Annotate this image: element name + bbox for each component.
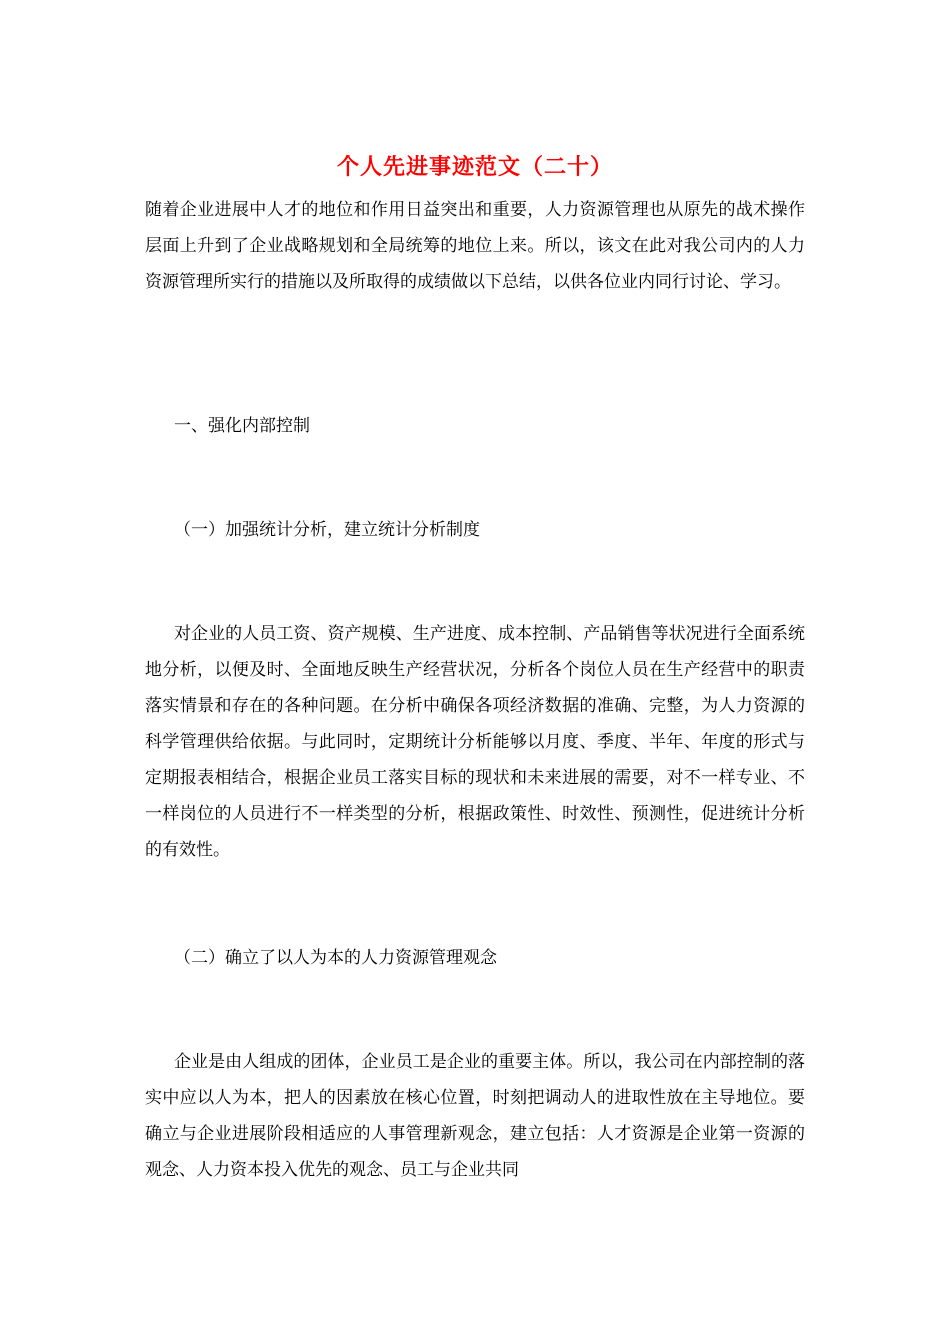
subsection-body-2: 企业是由人组成的团体，企业员工是企业的重要主体。所以，我公司在内部控制的落实中应以人为本，把人的因素放在核心位置，时刻把调动人的进取性放在主导地位。要确立与企业进展阶段相适应的人事管理新观念，建立包括：人才资源是企业第一资源的观念、人力资本投入优先的观念、员工与企业共同: [145, 1052, 805, 1180]
document-title: 个人先进事迹范文（二十）: [336, 154, 613, 180]
section-heading-1: 一、强化内部控制: [174, 416, 310, 436]
subsection-body-1: 对企业的人员工资、资产规模、生产进度、成本控制、产品销售等状况进行全面系统地分析，以便及时、全面地反映生产经营状况，分析各个岗位人员在生产经营中的职责落实情景和存在的各种问题。在分析中确保各项经济数据的准确、完整，为人力资源的科学管理供给依据。与此同时，定期统计分析能够以月度、季度、半年、年度的形式与定期报表相结合，根据企业员工落实目标的现状和未来进展的需要，对不一样专业、不一样岗位的人员进行不一样类型的分析，根据政策性、时效性、预测性，促进统计分析的有效性。: [145, 624, 805, 860]
intro-paragraph: 随着企业进展中人才的地位和作用日益突出和重要，人力资源管理也从原先的战术操作层面上升到了企业战略规划和全局统筹的地位上来。所以，该文在此对我公司内的人力资源管理所实行的措施以及所取得的成绩做以下总结，以供各位业内同行讨论、学习。: [145, 200, 805, 292]
subsection-heading-1: （一）加强统计分析，建立统计分析制度: [174, 520, 480, 540]
subsection-heading-2: （二）确立了以人为本的人力资源管理观念: [174, 948, 497, 968]
